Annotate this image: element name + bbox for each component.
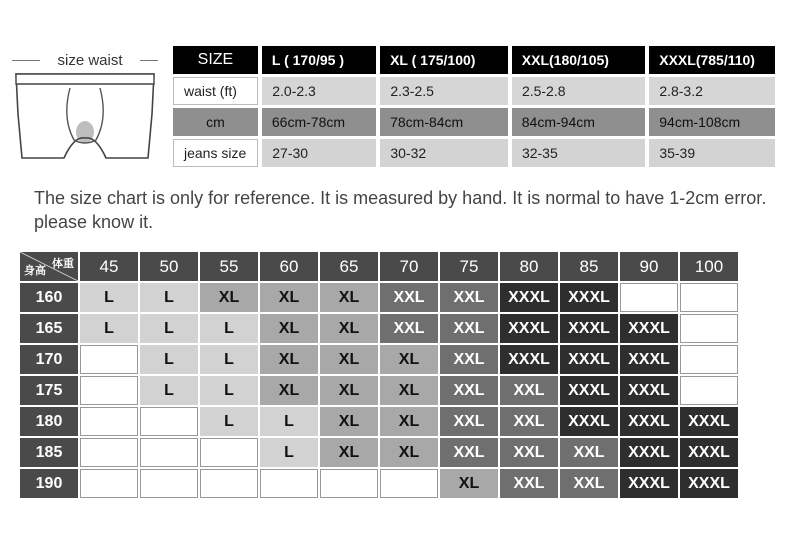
weight-header-cell: 55 [199,251,259,282]
weight-header-row [19,251,739,282]
size-cell: XL [319,282,379,313]
size-cell: L [79,313,139,344]
empty-cell [79,468,139,499]
size-cell: XL [319,375,379,406]
size-cell: XXXL [619,406,679,437]
size-cell: XXL [379,313,439,344]
height-header-cell: 190 [19,468,79,499]
empty-cell [199,468,259,499]
cm-value: 94cm-108cm [649,108,775,136]
empty-cell [259,468,319,499]
size-cell: L [259,437,319,468]
cm-value: 84cm-94cm [512,108,645,136]
empty-cell [139,406,199,437]
corner-cell [19,251,79,282]
size-cell: XL [259,344,319,375]
size-cell: XL [259,282,319,313]
waist-value: 2.8-3.2 [649,77,775,105]
row-label-cm: cm [173,108,258,136]
empty-cell [679,344,739,375]
size-cell: XL [259,375,319,406]
height-header-cell: 170 [19,344,79,375]
size-cell: XL [319,437,379,468]
size-note: The size chart is only for reference. It is measured by hand. It is normal to have 1-2cm error. please know it. [34,188,767,232]
waist-value: 2.3-2.5 [380,77,508,105]
size-header-xl: XL ( 175/100) [380,46,508,74]
size-cell: XL [199,282,259,313]
size-cell: XXXL [559,406,619,437]
size-cell: XXL [439,406,499,437]
weight-height-chart [18,250,740,500]
size-cell: L [139,282,199,313]
height-header-cell: 175 [19,375,79,406]
size-cell: XXL [499,406,559,437]
size-cell: XXL [439,313,499,344]
size-row-cm [173,108,779,136]
size-header-label: SIZE [173,46,258,74]
row-label-jeans: jeans size [173,139,258,167]
underwear-illustration [10,52,160,172]
size-table [173,46,779,167]
row-label-waist: waist (ft) [173,77,258,105]
size-cell: XXL [439,282,499,313]
waist-value: 2.0-2.3 [262,77,376,105]
size-header-l: L ( 170/95 ) [262,46,376,74]
weight-header-cell: 45 [79,251,139,282]
height-header-cell: 160 [19,282,79,313]
size-cell: XXXL [559,375,619,406]
size-cell: XXL [439,437,499,468]
size-cell: XXXL [679,437,739,468]
size-cell: L [139,313,199,344]
size-cell: XXXL [559,344,619,375]
size-header-xxxl: XXXL(785/110) [649,46,775,74]
size-cell: L [139,344,199,375]
size-cell: XXXL [619,313,679,344]
height-row [19,313,739,344]
size-cell: XXXL [619,375,679,406]
size-cell: XL [259,313,319,344]
weight-header-cell: 80 [499,251,559,282]
empty-cell [319,468,379,499]
size-cell: L [199,375,259,406]
size-cell: XL [319,344,379,375]
size-cell: XL [379,375,439,406]
empty-cell [679,375,739,406]
jeans-value: 32-35 [512,139,645,167]
size-row-jeans [173,139,779,167]
size-cell: XXXL [559,282,619,313]
illustration-label: size waist [40,52,140,69]
size-cell: XXL [499,375,559,406]
size-cell: XL [379,344,439,375]
size-cell: L [259,406,319,437]
cm-value: 66cm-78cm [262,108,376,136]
empty-cell [79,437,139,468]
empty-cell [139,437,199,468]
weight-header-cell: 50 [139,251,199,282]
size-cell: L [199,406,259,437]
height-row [19,437,739,468]
size-cell: XL [319,313,379,344]
empty-cell [199,437,259,468]
jeans-value: 35-39 [649,139,775,167]
empty-cell [679,282,739,313]
size-cell: L [139,375,199,406]
size-cell: XXXL [499,344,559,375]
size-cell: L [199,313,259,344]
size-cell: XXL [439,375,499,406]
size-cell: XXXL [679,468,739,499]
size-cell: XXL [439,344,499,375]
empty-cell [139,468,199,499]
height-header-cell: 180 [19,406,79,437]
jeans-value: 27-30 [262,139,376,167]
empty-cell [679,313,739,344]
size-cell: XXXL [619,437,679,468]
weight-header-cell: 90 [619,251,679,282]
weight-header-cell: 75 [439,251,499,282]
size-table-header [173,46,779,74]
size-cell: XL [439,468,499,499]
size-cell: XXXL [619,344,679,375]
size-cell: XXL [379,282,439,313]
size-cell: XXXL [679,406,739,437]
height-header-cell: 185 [19,437,79,468]
height-row [19,344,739,375]
height-row [19,375,739,406]
empty-cell [79,406,139,437]
corner-weight-label: 体重 [52,258,74,270]
height-header-cell: 165 [19,313,79,344]
empty-cell [619,282,679,313]
boxer-briefs-icon [10,52,160,172]
empty-cell [79,375,139,406]
size-cell: XXL [499,437,559,468]
weight-header-cell: 100 [679,251,739,282]
size-cell: XXXL [619,468,679,499]
size-cell: XXL [559,468,619,499]
weight-header-cell: 70 [379,251,439,282]
size-cell: L [199,344,259,375]
height-row [19,282,739,313]
weight-header-cell: 60 [259,251,319,282]
weight-header-cell: 85 [559,251,619,282]
waist-value: 2.5-2.8 [512,77,645,105]
size-cell: L [79,282,139,313]
size-cell: XL [379,406,439,437]
size-cell: XL [319,406,379,437]
size-cell: XXL [499,468,559,499]
weight-header-cell: 65 [319,251,379,282]
size-row-waist [173,77,779,105]
size-cell: XXL [559,437,619,468]
size-cell: XXXL [559,313,619,344]
size-cell: XXXL [499,282,559,313]
jeans-value: 30-32 [380,139,508,167]
empty-cell [379,468,439,499]
corner-height-label: 身高 [24,265,46,277]
cm-value: 78cm-84cm [380,108,508,136]
size-cell: XL [379,437,439,468]
height-row [19,468,739,499]
height-row [19,406,739,437]
size-cell: XXXL [499,313,559,344]
empty-cell [79,344,139,375]
size-header-xxl: XXL(180/105) [512,46,645,74]
